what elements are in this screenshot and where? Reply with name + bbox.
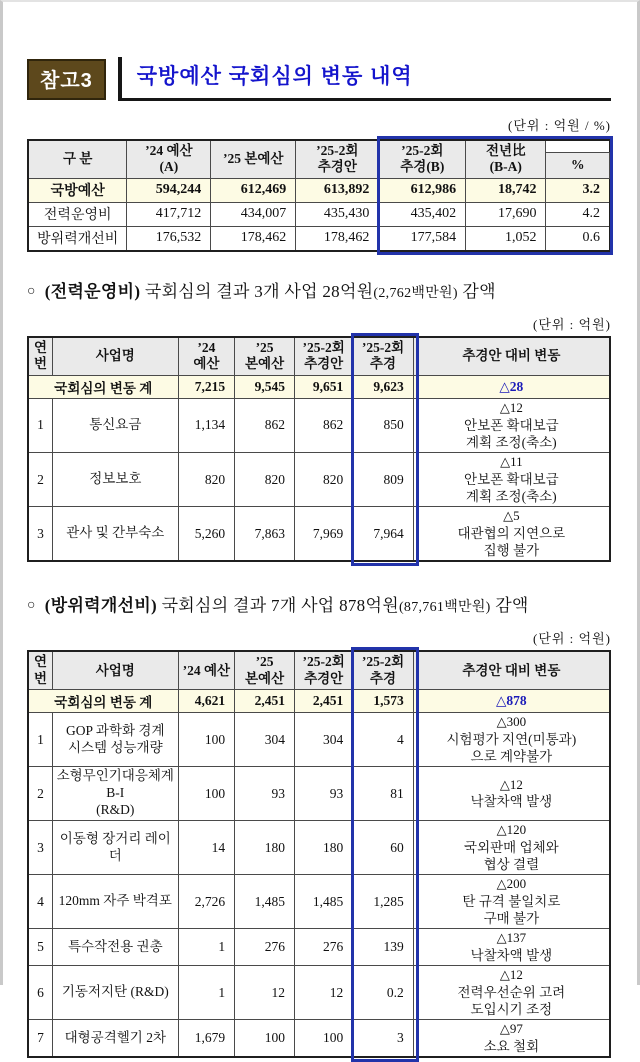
value-cell: 93 (235, 767, 295, 821)
project-name-cell (52, 1020, 178, 1057)
row-number: 3 (28, 507, 52, 562)
row-number: 5 (28, 929, 52, 966)
value-cell: 820 (235, 453, 295, 507)
header-supplementary-final (353, 651, 414, 689)
header-percent (546, 140, 610, 178)
header-budget-24 (178, 337, 234, 375)
unit-label: (단위 : 억원) (532, 316, 611, 332)
row-label: 전력운영비 (28, 202, 127, 226)
value-cell: 1,679 (178, 1020, 234, 1057)
project-name-cell (52, 966, 178, 1020)
value-cell: 862 (295, 398, 353, 452)
change-note-cell (413, 821, 610, 875)
header-line: ’25-2회 (316, 143, 359, 158)
unit-label-main: (단위 : 억원 / %) (508, 118, 611, 133)
imp-sum-row (28, 690, 610, 713)
value-cell: 276 (235, 929, 295, 966)
change-note-cell (413, 453, 610, 507)
header-line: 추경안 (304, 356, 344, 372)
summary-table-wrap (27, 139, 611, 252)
value-cell: 613,892 (296, 178, 379, 202)
row-label: 국방예산 (28, 178, 127, 202)
header-line: ’24 예산 (182, 662, 231, 678)
value-cell: 0.2 (353, 966, 414, 1020)
table-row-defense-budget (28, 178, 610, 202)
unit-label: (단위 : 억원) (532, 631, 611, 647)
row-label: 방위력개선비 (28, 226, 127, 251)
sum-delta: △28 (413, 375, 610, 398)
value-cell: 304 (235, 713, 295, 767)
header-line: 본예산 (245, 670, 285, 686)
value-cell: 81 (353, 767, 414, 821)
ops-table-wrap (27, 336, 611, 562)
project-name-cell (52, 767, 178, 821)
value-cell: 1,285 (353, 875, 414, 929)
value-cell: 7,863 (235, 507, 295, 562)
header-no (28, 651, 52, 689)
header-change: 추경안 대비 변동 (413, 651, 610, 689)
value-cell: 1,485 (295, 875, 353, 929)
header-category (28, 140, 127, 178)
project-name-line: 소형무인기대응체계 B-I (56, 768, 174, 801)
value-cell: 176,532 (127, 226, 211, 251)
change-note-cell (413, 1020, 610, 1057)
project-name-line: 정보보호 (89, 471, 142, 487)
note-line: 집행 불가 (483, 543, 540, 559)
sum-value: 4,621 (178, 690, 234, 713)
value-cell: 139 (353, 929, 414, 966)
header-change: 추경안 대비 변동 (413, 337, 610, 375)
note-line: △200 (496, 876, 527, 892)
ops-table (27, 336, 611, 562)
value-cell: 1 (178, 966, 234, 1020)
note-line: △11 (500, 454, 523, 470)
value-cell: 100 (295, 1020, 353, 1057)
project-name-cell (52, 713, 178, 767)
note-line: △12 (499, 399, 523, 415)
header-line: 번 (33, 356, 47, 372)
table-row (28, 453, 610, 507)
section-paren: (87,761백만원) (398, 600, 491, 616)
sum-delta: △878 (413, 690, 610, 713)
note-line: 전력우선순위 고려 (457, 984, 566, 1000)
project-name-line: 시스템 성능개량 (67, 739, 163, 755)
section-tail: 감액 (457, 281, 496, 301)
header-line: ’25-2회 (361, 654, 405, 670)
value-cell: 12 (295, 966, 353, 1020)
note-line: 소요 철회 (483, 1039, 540, 1055)
value-cell: 1,485 (235, 875, 295, 929)
header-no (28, 337, 52, 375)
value-cell: 862 (235, 398, 295, 452)
reference-badge: 참고3 (27, 59, 106, 100)
section-imp-heading (27, 591, 611, 616)
header-line: 추경 (369, 356, 397, 372)
value-cell: 178,462 (211, 226, 296, 251)
header-project-name: 사업명 (52, 651, 178, 689)
header-line: 연 (33, 654, 47, 670)
project-name-line: 특수작전용 권총 (67, 938, 163, 954)
header-line: 본예산 (245, 356, 285, 372)
header-line: 번 (33, 670, 47, 686)
value-cell: 100 (235, 1020, 295, 1057)
header-line: 추경안 (317, 159, 357, 175)
row-number: 1 (28, 398, 52, 452)
note-line: 안보폰 확대보급 (464, 417, 559, 433)
table-row (28, 507, 610, 562)
sum-value: 9,545 (235, 375, 295, 398)
value-cell: 18,742 (466, 178, 546, 202)
header-budget-24 (178, 651, 234, 689)
note-line: △97 (499, 1021, 523, 1037)
header-budget-25 (211, 140, 296, 178)
value-cell: 809 (353, 453, 414, 507)
note-line: 으로 계약불가 (470, 749, 553, 765)
value-cell: 417,712 (127, 202, 211, 226)
header-line: (B-A) (489, 159, 522, 175)
value-cell: 435,402 (379, 202, 466, 226)
value-cell: 820 (295, 453, 353, 507)
header-line: ’25-2회 (302, 654, 345, 670)
project-name-line: 관사 및 간부숙소 (66, 525, 165, 541)
value-cell: 3.2 (546, 178, 610, 202)
note-line: △300 (496, 714, 527, 730)
project-name-line: 120mm 자주 박격포 (58, 893, 172, 909)
value-cell: 2,726 (178, 875, 234, 929)
value-cell: 3 (353, 1020, 414, 1057)
project-name-line: GOP 과학화 경계 (66, 722, 165, 738)
sum-value: 2,451 (295, 690, 353, 713)
summary-table (27, 139, 611, 252)
header-budget-24 (127, 140, 211, 178)
value-cell: 820 (178, 453, 234, 507)
value-cell: 180 (235, 821, 295, 875)
change-note-cell (413, 966, 610, 1020)
title-rule (118, 57, 611, 101)
note-line: 도입시기 조정 (470, 1002, 553, 1018)
table-row (28, 1020, 610, 1057)
note-line: 계획 조정(축소) (466, 434, 557, 450)
header-line: 추경(B) (400, 159, 445, 175)
project-name-cell (52, 453, 178, 507)
imp-table-wrap (27, 650, 611, 1058)
page-header (27, 57, 611, 101)
project-name-cell (52, 929, 178, 966)
value-cell: 594,244 (127, 178, 211, 202)
header-line: ’25-2회 (401, 143, 444, 158)
table-row (28, 398, 610, 452)
value-cell: 7,964 (353, 507, 414, 562)
sum-value: 9,623 (353, 375, 414, 398)
value-cell: 178,462 (296, 226, 379, 251)
note-line: △137 (496, 930, 527, 946)
value-cell: 612,986 (379, 178, 466, 202)
value-cell: 434,007 (211, 202, 296, 226)
project-name-line: 통신요금 (89, 417, 142, 433)
value-cell: 850 (353, 398, 414, 452)
value-cell: 4.2 (546, 202, 610, 226)
sum-value: 2,451 (235, 690, 295, 713)
note-line: △12 (499, 776, 523, 792)
project-name-cell (52, 507, 178, 562)
sum-value: 9,651 (295, 375, 353, 398)
row-number: 3 (28, 821, 52, 875)
header-yoy (466, 140, 546, 178)
table-row (28, 966, 610, 1020)
value-cell: 17,690 (466, 202, 546, 226)
change-note-cell (413, 929, 610, 966)
header-budget-25 (235, 651, 295, 689)
value-cell: 4 (353, 713, 414, 767)
row-number: 1 (28, 713, 52, 767)
note-line: 낙찰차액 발생 (470, 794, 553, 810)
table-row (28, 929, 610, 966)
change-note-cell (413, 767, 610, 821)
header-line: ’25 (255, 654, 274, 670)
change-note-cell (413, 398, 610, 452)
section-text: 국회심의 결과 3개 사업 28억원 (140, 281, 374, 301)
row-number: 2 (28, 453, 52, 507)
value-cell: 177,584 (379, 226, 466, 251)
section-ops-heading (27, 277, 611, 302)
table-row (28, 767, 610, 821)
note-line: 낙찰차액 발생 (470, 948, 553, 963)
project-name-line: 이동형 장거리 레이더 (59, 830, 171, 863)
header-line: ’25 본예산 (222, 151, 284, 167)
sum-label: 국회심의 변동 계 (28, 690, 178, 713)
imp-table (27, 650, 611, 1058)
value-cell: 93 (295, 767, 353, 821)
header-supplementary-draft (295, 651, 353, 689)
note-line: 계획 조정(축소) (466, 488, 557, 504)
value-cell: 612,469 (211, 178, 296, 202)
note-line: 대관협의 지연으로 (457, 525, 566, 541)
table-row (28, 875, 610, 929)
header-line: ’25-2회 (302, 339, 345, 355)
header-budget-25 (235, 337, 295, 375)
header-line: 연 (33, 339, 47, 355)
bullet-circle-icon: ○ (27, 598, 36, 614)
change-note-cell (413, 875, 610, 929)
value-cell: 304 (295, 713, 353, 767)
bullet-circle-icon: ○ (27, 283, 36, 299)
header-line: (A) (159, 159, 179, 175)
note-line: 탄 규격 불일치로 (462, 893, 561, 909)
note-line: 국외판매 업체와 (464, 839, 559, 855)
summary-header-row (28, 140, 610, 178)
value-cell: 60 (353, 821, 414, 875)
project-name-line: (R&D) (96, 802, 135, 818)
project-name-cell (52, 821, 178, 875)
note-line: 협상 결렬 (483, 856, 540, 872)
sum-label: 국회심의 변동 계 (28, 375, 178, 398)
header-line: ’24 예산 (145, 143, 193, 158)
value-cell: 1,052 (466, 226, 546, 251)
project-name-cell (52, 875, 178, 929)
page-title: 국방예산 국회심의 변동 내역 (136, 64, 413, 88)
note-line: 구매 불가 (483, 911, 540, 927)
header-project-name: 사업명 (52, 337, 178, 375)
header-supplementary-final (379, 140, 466, 178)
header-line: 추경 (369, 670, 397, 686)
note-line: △120 (496, 822, 527, 838)
project-name-line: 대형공격헬기 2차 (64, 1029, 166, 1045)
note-line: △5 (503, 508, 520, 524)
section-paren: (2,762백만원) (373, 285, 458, 301)
header-line: ’25 (255, 339, 274, 355)
header-line: 구 분 (62, 151, 93, 167)
section-label: (방위력개선비) (44, 596, 158, 616)
project-name-cell (52, 398, 178, 452)
section-text: 국회심의 결과 7개 사업 878억원 (157, 596, 399, 616)
value-cell: 7,969 (295, 507, 353, 562)
header-supplementary-draft (296, 140, 379, 178)
value-cell: 100 (178, 767, 234, 821)
row-number: 6 (28, 966, 52, 1020)
section-tail: 감액 (490, 596, 529, 616)
note-line: 안보폰 확대보급 (464, 471, 559, 487)
imp-header-row (28, 651, 610, 689)
row-number: 4 (28, 875, 52, 929)
value-cell: 435,430 (296, 202, 379, 226)
value-cell: 180 (295, 821, 353, 875)
table-row-force-improvement (28, 226, 610, 251)
header-line: 추경안 (304, 670, 344, 686)
value-cell: 1 (178, 929, 234, 966)
header-line: 예산 (193, 356, 220, 372)
ops-sum-row (28, 375, 610, 398)
header-supplementary-final (353, 337, 414, 375)
header-line: 전년比 (485, 143, 526, 158)
table-row (28, 713, 610, 767)
sum-value: 7,215 (178, 375, 234, 398)
row-number: 2 (28, 767, 52, 821)
value-cell: 14 (178, 821, 234, 875)
value-cell: 276 (295, 929, 353, 966)
value-cell: 1,134 (178, 398, 234, 452)
change-note-cell (413, 507, 610, 562)
project-name-line: 기동저지탄 (R&D) (61, 984, 169, 1000)
header-line: ’24 (197, 339, 216, 355)
change-note-cell (413, 713, 610, 767)
note-line: 시험평가 지연(미통과) (446, 731, 577, 747)
header-line: ’25-2회 (361, 339, 405, 355)
value-cell: 12 (235, 966, 295, 1020)
value-cell: 5,260 (178, 507, 234, 562)
table-row-force-operating (28, 202, 610, 226)
section-label: (전력운영비) (44, 281, 141, 301)
value-cell: 100 (178, 713, 234, 767)
header-supplementary-draft (295, 337, 353, 375)
row-number: 7 (28, 1020, 52, 1057)
sum-value: 1,573 (353, 690, 414, 713)
table-row (28, 821, 610, 875)
ops-header-row (28, 337, 610, 375)
note-line: △12 (499, 967, 523, 983)
percent-subheader: % (545, 152, 610, 179)
value-cell: 0.6 (546, 226, 610, 251)
